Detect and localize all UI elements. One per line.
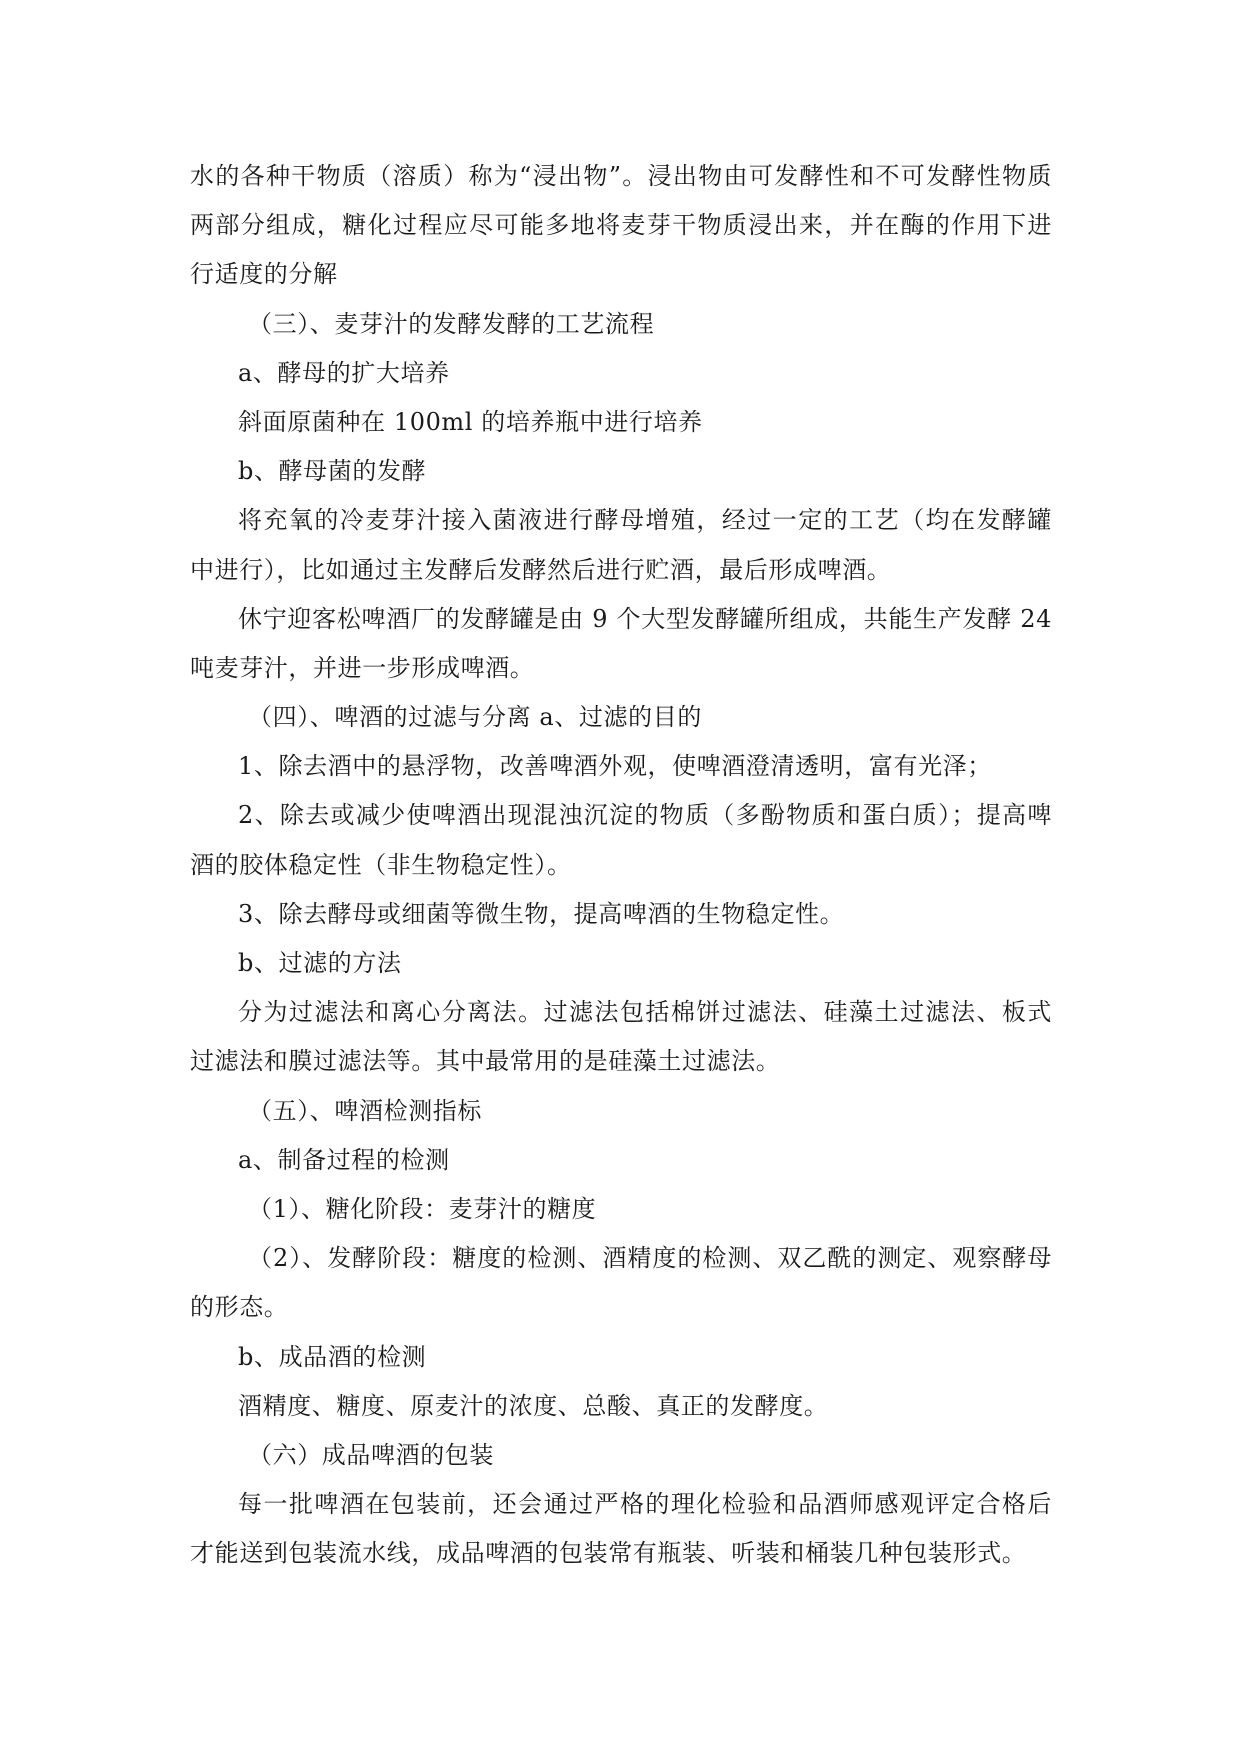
paragraph-line: 酒精度、糖度、原麦汁的浓度、总酸、真正的发酵度。 <box>238 1391 829 1420</box>
paragraph-line: 分为过滤法和离心分离法。过滤法包括棉饼过滤法、硅藻土过滤法、板式 <box>238 998 1052 1027</box>
section-heading: （五）、啤酒检测指标 <box>248 1096 482 1125</box>
subsection-heading: a、酵母的扩大培养 <box>238 358 450 387</box>
paragraph-line: 两部分组成，糖化过程应尽可能多地将麦芽干物质浸出来，并在酶的作用下进 <box>190 211 1052 240</box>
paragraph-line: 过滤法和膜过滤法等。其中最常用的是硅藻土过滤法。 <box>190 1047 781 1076</box>
section-heading: （三）、麦芽汁的发酵发酵的工艺流程 <box>248 309 655 338</box>
paragraph-line: 才能送到包装流水线，成品啤酒的包装常有瓶装、听装和桶装几种包装形式。 <box>190 1539 1027 1568</box>
paragraph-line: 的形态。 <box>190 1293 289 1322</box>
paragraph-line: 中进行），比如通过主发酵后发酵然后进行贮酒，最后形成啤酒。 <box>190 555 892 584</box>
paragraph-line: 每一批啤酒在包装前，还会通过严格的理化检验和品酒师感观评定合格后 <box>238 1490 1052 1519</box>
list-item: （2）、发酵阶段：糖度的检测、酒精度的检测、双乙酰的测定、观察酵母 <box>248 1244 1052 1273</box>
list-item: 2、除去或减少使啤酒出现混浊沉淀的物质（多酚物质和蛋白质）；提高啤 <box>238 801 1052 830</box>
paragraph-line: 斜面原菌种在 100ml 的培养瓶中进行培养 <box>238 407 703 436</box>
paragraph-line: 酒的胶体稳定性（非生物稳定性）。 <box>190 850 572 879</box>
paragraph-line: 吨麦芽汁，并进一步形成啤酒。 <box>190 653 535 682</box>
list-item: 3、除去酵母或细菌等微生物，提高啤酒的生物稳定性。 <box>238 899 845 928</box>
section-heading: （四）、啤酒的过滤与分离 a、过滤的目的 <box>248 703 702 732</box>
paragraph-line: 将充氧的冷麦芽汁接入菌液进行酵母增殖，经过一定的工艺（均在发酵罐 <box>238 506 1052 535</box>
subsection-heading: b、成品酒的检测 <box>238 1342 427 1371</box>
paragraph-line: 水的各种干物质（溶质）称为“浸出物”。浸出物由可发酵性和不可发酵性物质 <box>190 162 1052 190</box>
subsection-heading: b、酵母菌的发酵 <box>238 457 427 486</box>
paragraph-line: 行适度的分解 <box>190 260 338 289</box>
paragraph-line: 休宁迎客松啤酒厂的发酵罐是由 9 个大型发酵罐所组成，共能生产发酵 24 <box>238 604 1052 633</box>
subsection-heading: a、制备过程的检测 <box>238 1145 450 1174</box>
subsection-heading: b、过滤的方法 <box>238 949 402 977</box>
list-item: （1）、糖化阶段：麦芽汁的糖度 <box>248 1194 597 1223</box>
section-heading: （六）成品啤酒的包装 <box>248 1440 494 1469</box>
document-body <box>190 152 1052 1578</box>
list-item: 1、除去酒中的悬浮物，改善啤酒外观，使啤酒澄清透明，富有光泽； <box>238 752 992 781</box>
